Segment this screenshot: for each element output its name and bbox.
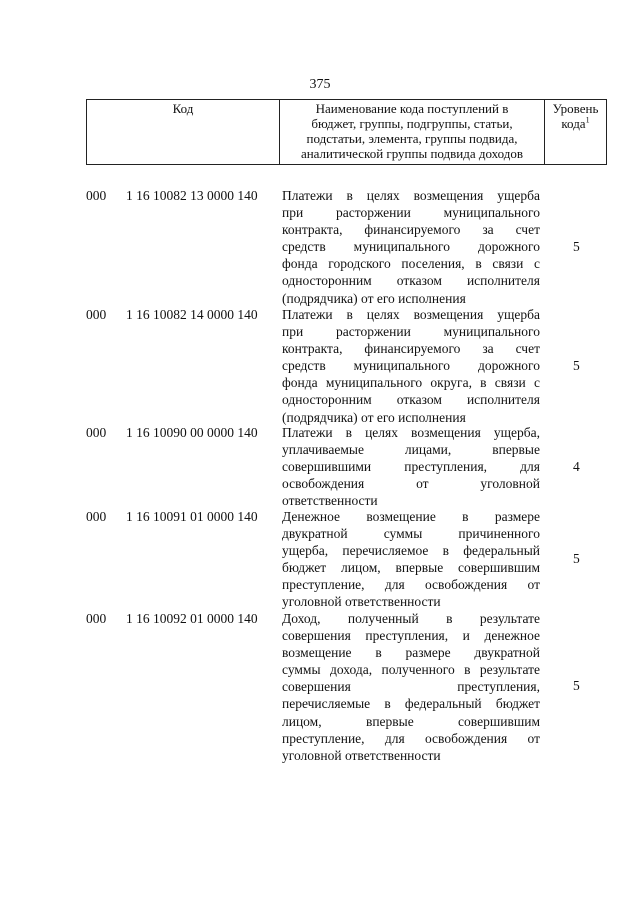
header-code-label: Код	[172, 101, 194, 116]
description-line: возмещение в размере двукратной	[282, 645, 540, 661]
header-level-line	[545, 116, 606, 131]
description-line: совершившими преступления, для	[282, 459, 540, 475]
description-line: уголовной ответственности	[282, 747, 441, 763]
header-name-line: Наименование кода поступлений в	[315, 101, 509, 116]
description-line: совершения преступления,	[282, 679, 540, 695]
description-line: фонда муниципального округа, в связи с	[282, 375, 540, 391]
row-prefix: 000	[86, 188, 107, 203]
description-line: двукратной суммы причиненного	[282, 526, 540, 542]
description-line: при расторжении муниципального	[282, 324, 540, 340]
description-line: лицом, впервые совершившим	[282, 713, 540, 729]
row-level: 4	[573, 459, 580, 474]
description-line: контракта, финансируемого за счет	[282, 341, 540, 357]
row-description	[282, 306, 540, 426]
row-level: 5	[573, 551, 580, 566]
description-line: односторонним отказом исполнителя	[282, 273, 540, 289]
description-line: совершения преступления, и денежное	[282, 628, 540, 644]
header-name-line: бюджет, группы, подгруппы, статьи,	[311, 116, 513, 131]
row-prefix: 000	[86, 307, 107, 322]
row-prefix: 000	[86, 425, 107, 440]
row-prefix: 000	[86, 611, 107, 626]
row-level: 5	[573, 678, 580, 693]
row-code: 1 16 10082 14 0000 140	[126, 307, 258, 322]
description-line: односторонним отказом исполнителя	[282, 392, 540, 408]
footnote-marker: 1	[585, 115, 590, 125]
description-line: преступление, для освобождения от	[282, 730, 540, 746]
description-line: (подрядчика) от его исполнения	[282, 409, 466, 425]
description-line: средств муниципального дорожного	[282, 358, 540, 374]
row-description	[282, 610, 540, 764]
description-line: уголовной ответственности	[282, 594, 441, 610]
header-level-column	[545, 100, 606, 164]
header-name-column	[280, 100, 545, 164]
row-description	[282, 187, 540, 307]
row-description	[282, 424, 540, 509]
description-line: контракта, финансируемого за счет	[282, 222, 540, 238]
description-line: Денежное возмещение в размере	[282, 509, 540, 524]
description-line: бюджет лицом, впервые совершившим	[282, 560, 540, 576]
row-level: 5	[573, 239, 580, 254]
header-name-line: подстатьи, элемента, группы подвида,	[306, 131, 518, 146]
description-line: Платежи в целях возмещения ущерба,	[282, 425, 540, 440]
header-name-line: аналитической группы подвида доходов	[300, 146, 524, 161]
description-line: ответственности	[282, 493, 378, 509]
table-header	[86, 99, 607, 165]
header-level-line: Уровень	[552, 101, 599, 116]
description-line: преступление, для освобождения от	[282, 577, 540, 593]
description-line: Доход, полученный в результате	[282, 611, 540, 626]
row-code: 1 16 10090 00 0000 140	[126, 425, 258, 440]
description-line: Платежи в целях возмещения ущерба	[282, 307, 540, 322]
description-line: освобождения от уголовной	[282, 476, 540, 492]
page-number: 375	[309, 77, 331, 92]
row-description	[282, 508, 540, 611]
row-prefix: 000	[86, 509, 107, 524]
description-line: фонда городского поселения, в связи с	[282, 256, 540, 272]
description-line: перечисляемые в федеральный бюджет	[282, 696, 540, 712]
description-line: при расторжении муниципального	[282, 205, 540, 221]
row-level: 5	[573, 358, 580, 373]
header-code-column	[87, 100, 280, 164]
description-line: уплачиваемые лицами, впервые	[282, 442, 540, 458]
row-code: 1 16 10092 01 0000 140	[126, 611, 258, 626]
description-line: ущерба, перечисляемое в федеральный	[282, 543, 540, 559]
row-code: 1 16 10082 13 0000 140	[126, 188, 258, 203]
header-level-word: кода	[561, 116, 586, 131]
description-line: (подрядчика) от его исполнения	[282, 290, 466, 306]
description-line: Платежи в целях возмещения ущерба	[282, 188, 540, 203]
description-line: средств муниципального дорожного	[282, 239, 540, 255]
row-code: 1 16 10091 01 0000 140	[126, 509, 258, 524]
description-line: суммы дохода, полученного в результате	[282, 662, 540, 678]
